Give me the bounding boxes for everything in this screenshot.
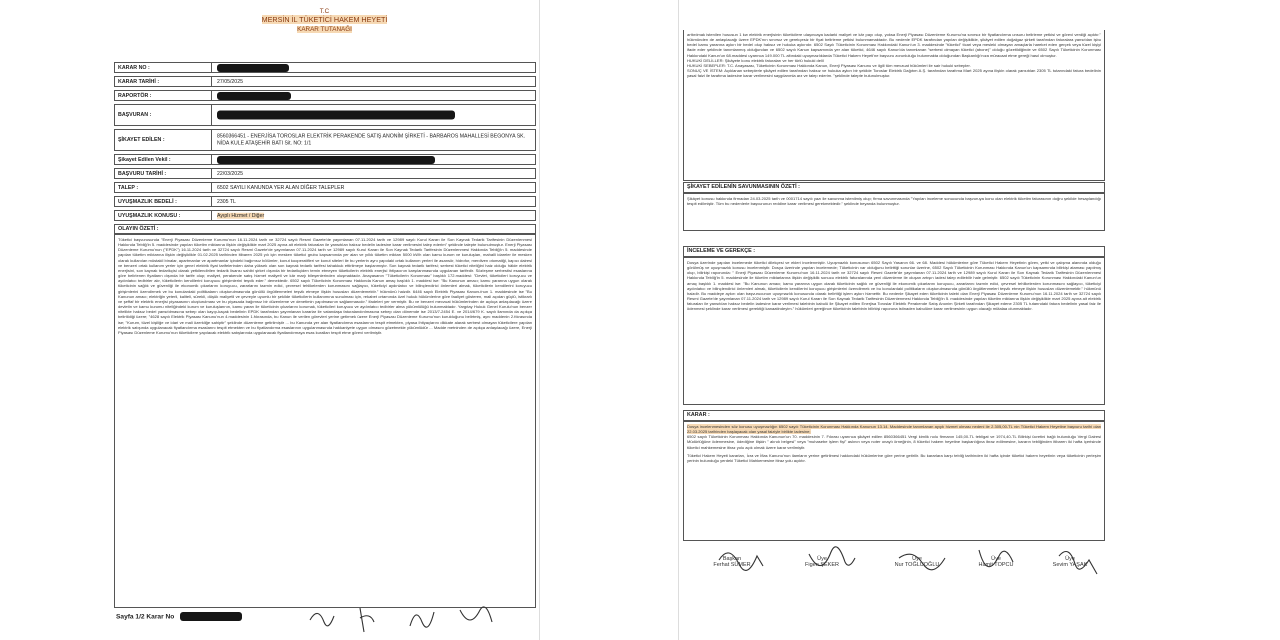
initials-scribbles [300, 600, 520, 636]
signature-uye-4: Üye Sevim YAŞAK [1052, 556, 1088, 568]
field-karar-tarihi: KARAR TARİHİ : 27/05/2025 [114, 76, 536, 87]
field-basvuran: BAŞVURAN : [114, 104, 536, 126]
header-title: MERSİN İL TÜKETİCİ HAKEM HEYETİ [261, 15, 388, 24]
document-page-1 [110, 0, 540, 640]
field-raportor: RAPORTÖR : [114, 90, 536, 101]
section-karar-text [683, 421, 1105, 541]
redaction-bar [180, 612, 242, 621]
signature-baskan: Başkan Ferhat SÜMER [713, 556, 751, 568]
signature-uye-1: Üye Figen ŞEKER [805, 556, 839, 568]
section-inceleme-title: İNCELEME VE GEREKÇE : [683, 246, 1105, 257]
header-subtitle: KARAR TUTANAĞI [297, 26, 352, 33]
handwritten-signatures [689, 540, 1108, 600]
field-karar-no: KARAR NO : [114, 62, 536, 73]
field-uyusmazlik-konusu: UYUŞMAZLIK KONUSU : Ayıplı Hizmet / Diğer [114, 210, 536, 221]
section-inceleme-text: Dosya üzerinde yapılan incelemede tüketici dilekçesi ve ekleri incelenmiştir. Uyuşmazlık konusunun 6502 Sayılı Yasanın 66. ve 68. Maddesi hükümlerine göre Tüketici Hakem Heyetinin görev, yetki ve çalışma alanında olduğu görülmüş ve uyuşmazlık konusu incelenmiştir. Dosya üzerinde yapılan incelemede; Tüketicinin var olduğunu belirttiği sorunlar üzerine, 6502 Sayılı Tüketicinin Korunması Hakkında Kanun'un kapsamında bilirkişi ataması yapılmış olup, bilirkişi raporunda: " Enerji Piyasası Düzenleme Kurumu'nun 16.11.2024 tarih ve 32724 sayılı Resmi Gazete'de yayımlanan 07.11.2024 tarih ve 12989 sayılı Kurul Kararı ile Son Kaynak Tedarik Tarifesinin Düzenlenmesi Hakkında Tebliğ'in 5. maddesinde ile tüketim miktarlarına ilişkin değişiklik sonucu elektrik faturalarında yeni düzenleme ile oluşan artışın iadesi talep edilebilir hale gelmiştir. 6502 sayılı Tüketicinin Korunması Hakkındaki Kanun'un amaç başlıklı 1. maddesi ise: "Bu Kanunun amacı; kamu yararına uygun olarak tüketicinin sağlık ve güvenliği ile ekonomik çıkarlarını koruyucu, zararlarını tazmin edici, çevresel tehlikelerden korunmasını sağlayıcı, tüketiciyi aydınlatıcı ve bilinçlendirici önlemleri almak, tüketicilerin kendilerini koruyucu girişimlerini özendirmek ve bu konulardaki politikaların oluşturulmasında gönüllü örgütlenmeleri teşvik etmeye ilişkin hususları düzenlemektir." hükmünü haizdir. Bu maddeye aykırı olan başvurucunun uyuşmazlık konusunda olarak belirttiği işlem aykırı hizmettir. Bu nedenle Şikayet eden tüketicinin talebi olan Enerji Piyasası Düzenleme Kurumu'nun 16.11.2024 tarih ve 32724 sayılı Resmi Gazete'de yayımlanan 07.11.2024 tarih ve 12989 sayılı Kurul Kararı ile Son Kaynak Tedarik Tarifesinin Düzenlenmesi Hakkında Tebliğ'in 5. maddesinde yapılan tüketim miktarına ilişkin değişiklikle mart 2025 ayına ait elektrik faturaları ile yansıtılan haksız bedelin iadesine karar verilmesi talebinin kabulü ile Şikayet edilen Enerjisa Toroslar Elektrik Perakende Satış Anonim Şirketi tarafından Şikayet edene 2305 TL tutarındaki fatura bedelinin yasal faiz ile ödenmesi şeklinde karar verilmesi gerektiği kanaatindeyim." hükümleri gereğince tüketicinin talebinin bilirkişi raporuna istinaden kabulüne karar verilmesinin uygun olacağı mütalaa olunmaktadır. [683, 257, 1105, 405]
page2-continued-text: arttırılmak istenilen hususun 1 kw elektrik enerjisinin tüketicilere ulaşıncaya kadarki maliyet ve kâr payı olup, yoksa Enerji Piyasası Düzenleme Kurumu'na sınırsız bir fiyatlandırma unsuru belirleme yetkisi ve görevi verdiği açıktır." hükmünden de anlaşılacağı üzere EPDK'nın sınırsız ve gerekçesiz bir fiyat belirleme yetkisi bulunmamaktadır. Bu nedenle EPDK tarafından yapılan değişiklikle, şikâyet edilen doğalgaz şirketi tarafından faturalara yansıtılan işbu bedel kamu yararına aykırı bir bedel olup haksız ve hukuka aykırıdır. 6502 Sayılı Tüketicinin Korunması Hakkındaki Kanun'un 3. maddesinde "tüketici" ticari veya mesleki olmayan amaçlarla hareket eden gerçek veya tüzel kişiyi ifade eder şeklinde tanımlanmış olduğundan ve 6502 sayılı Kanun kapsamında yer alan tüketici, 4646 sayılı Kanun'da tanımlanan "serbest olmayan tüketici (abone)" olduğu gözetildiğinde ve 6502 Sayılı Tüketicinin Korunması Hakkındaki Kanun'un 68.maddesi uyarınca 149.000 TL altındaki uyuşmazlıklarda Tüketici Hakem Heyeti'ne başvuru zorunluluğu bulunmakta olduğundan Başkanlığı'nıza müracaat etme gereği hasıl olmuştur. HUKUKİ DELİLLER: Şikâyete konu elektrik faturaları ve her türlü hukuki delil HUKUKİ SEBEPLER: T.C. Anayasası, Tüketicinin Korunması Hakkında Kanun, Enerji Piyasası Kanunu ve ilgili tüm mevzuat hükümleri ile sair hukuki sebepler. SONUÇ VE İSTEM: Açıklanan sebeplerle şikâyet edilen tarafından haksız ve hukuka aykırı bir şekilde Toroslar Elektrik Dağıtım A.Ş. tarafından tarafıma Mart 2025 ayına ilişkin olarak yansıtılan 2305 TL tutarındaki fatura bedelinin yasal faizi ile tarafıma iadesine karar verilmesini saygılarımla arz ve talep ederim. "şeklinde talepte bulunulmuştur. [683, 30, 1105, 181]
redaction-bar [217, 111, 455, 120]
field-sikayet-edilen: ŞİKAYET EDİLEN : 8560366451 - ENERJİSA TOROSLAR ELEKTRİK PERAKENDE SATIŞ ANONİM ŞİRKETİ - BARBAROS MAHALLESİ BEGONYA SK. NİDA KULE ATAŞEHİR BATI Sit. NO: 1/1 [114, 129, 536, 151]
section-savunma-text: Şikâyet konusu hakkında firmadan 24.03.2025 tarih ve 0001714 sayılı yazı ile savunma istenilmiş olup; firma savunmasında "Yapılan inceleme sonucunda başvuruya konu olan elektrik tüketim faturasının doğru şekilde hesaplandığı tespit edilmiştir. Tüm bu nedenlerle başvurunun reddine karar verilmesi gerekmektedir." şeklinde beyanda bulunmuştur. [683, 193, 1105, 231]
header-tc: T.C [319, 8, 330, 15]
field-basvuru-tarihi: BAŞVURU TARİHİ : 22/03/2025 [114, 168, 536, 179]
page-footer: Sayfa 1/2 Karar No [116, 612, 242, 621]
redaction-bar [217, 92, 291, 100]
signature-uye-2: Üye Nur TOĞLUOĞLU [894, 556, 940, 568]
karar-paragraph-2: 6502 sayılı Tüketicinin Korunması Hakkında Kanunun'un 70. maddesinin 7. Fıkrası uyarınca şikâyet edilen 8560366451 Vergi kimlik nolu firmanın 145,00-TL tebligat ve 1974,40-TL Bilirkişi ücretini bağlı bulunduğu Vergi Dairesi Müdürlüğüne ödenmesine, ödediğine ilişkin " alındı belgesi" veya "muhasebe işlem fişi" aslının veya noter onaylı örneğinin, 8 tüketici hakem heyetine başkanlığına ibraz edilmesine, kararın tebliğinden itibaren iki hafta içerisinde tüketici mahkemesine itiraz yolu açık olmak üzere karar verilmiştir. [687, 434, 1101, 450]
section-olay-ozeti-text: Tüketici başvurusunda "Enerji Piyasası Düzenleme Kurumu'nun 16.11.2024 tarih ve 32724 sayılı Resmi Gazete'de yayımlanan 07.11.2024 tarih ve 12989 sayılı Kurul Kararı ile Son Kaynak Tedarik Tarifesinin Düzenlenmesi Hakkında Tebliğ'in 5. maddesinde yapılan tüketim miktarına ilişkin değişiklikle mart 2025 ayına ait elektrik faturaları ile yansıtılan haksız bedelin iadesine karar verilmesini talep ederim" şeklinde talepte bulunulmuştur. Enerji Piyasası Düzenleme Kurumu'nun ("EPDK") 16.11.2024 tarih ve 32724 sayılı Resmi Gazete'de yayımlanan 07.11.2024 tarih ve 12989 sayılı Kurul Kararı ile Son Kaynak Tedarik Tarifesinin Düzenlenmesi Hakkında Tebliğ'in 5. maddesinde yapılan tüketim miktarına ilişkin değişiklikle 01.02.2025 tarihinden itibaren 2025 yılı için mesken tüketici grubu kapsamında yer alan ve yıllık tüketim miktarı 5000 kWh olan kamu kurum ve kuruluşları, mahalli idareler ile mesken olarak kullanılan müstakil binalar, apartmanlar ve apartmanlar içindeki bağımsız bölümler, konut kooperatifleri ve konut siteleri ile bu yerlerin aynı yapıdaki ortak kullanım yerleri ile asansör, hidrofor, merdiven otomatiği, kapıcı dairesi ve benzeri ortak kullanım yerler için genel elektrik fiyat tarifelerinden daha yüksek olan son kaynak tedarik tarifesi tahakkuk ettirilmeye başlanmıştır. Son kaynak tedarik tarifesi; serbest tüketici niteliğini haiz olduğu hâlde elektrik enerjisini, son kaynak tedarikçisi olarak yetkilendirilen tedarik lisansı sahibi şirket dışında bir tedarikçiden temin etmeyen tüketicilerin elektrik enerjisi ihtiyacının karşılanmasında uygulanan tarifedir. Sözleşme serbestisi esaslarına göre belirlenen fiyatların dışında bir tarife olup; maliyet, perakende satış hizmet maliyeti ve kâr marjı bileşenlerinden oluşmaktadır. Anayasanın "Tüketicilerin Korunması" başlıklı 172.maddesi: "Devlet, tüketicileri koruyucu ve aydınlatıcı tedbirler alır, tüketicilerin kendilerini koruyucu girişimlerini teşvik eder." demektedir. 6502 sayılı Tüketicinin Korunması Hakkında Kanun amaç başlıklı 1. maddesi ise: "Bu Kanunun amacı; kamu yararına uygun olarak tüketicinin sağlık ve güvenliği ile ekonomik çıkarlarını koruyucu, zararlarını tazmin edici, çevresel tehlikelerden korunmasını sağlayıcı, tüketiciyi aydınlatıcı ve bilinçlendirici önlemleri almak, tüketicilerin kendilerini koruyucu girişimlerini özendirmek ve bu konulardaki politikaların oluşturulmasında gönüllü örgütlenmeleri teşvik etmeye ilişkin hususları düzenlemektir." hükmünü haizdir. 6446 sayılı Elektrik Piyasası Kanunu'nun 1. maddesinde ise "Bu Kanunun amacı; elektriğin yeterli, kaliteli, sürekli, düşük maliyetli ve çevreyle uyumlu bir şekilde tüketicilerin kullanımına sunulması için, rekabet ortamında özel hukuk hükümlerine göre faaliyet gösteren, mali açıdan güçlü, istikrarlı ve şeffaf bir elektrik enerjisi piyasasının oluşturulması ve bu piyasada bağımsız bir düzenleme ve denetimin yapılmasının sağlanmasıdır." ifadeleri yer vermiştir. Bu ve benzeri mevzuat hükümlerinden de açıkça anlaşılacağı üzere devletin ve kamu kurumu niteliğindeki kurum ve kuruluşlarının, kamu yararı ile tüketicinin çıkarlarını korumak, tüketicileri koruyucu ve aydınlatıcı tedbirler alma yükümlülüğü bulunmaktadır. Yargıtay Hukuk Genel Kurulu'nun benzer nitelikte haksız bedel yansıtılmasına sebep olan kayıp-kaçak bedelinin EPDK tarafından yayımlanan kararlar ile vatandaşa faturalandırılmasına sebep olan dönemde ise 2013/7-2454 E. ve 2014/679 K. sayılı ilamında da açıkça belirtildiği üzere; "4628 sayılı Elektrik Piyasası Kanunu'nun 4.maddesinin 1.fıkrasında, bu Kanun ile verilen görevleri yerine getirmek üzere Enerji Piyasası Düzenleme Kurumu'nun kurulduğunu belirtmiş, aynı maddenin 2.fıkrasında ise; "Kurum, tüzel kişiliğe ve idari ve mali özerkliğe sahiptir" şeklinde düzenleme getirilmiştir ... bu Kanunda yer alan fiyatlandırma esaslarının tespit etmekten, piyasa ihtiyaçlarını dikkate alarak serbest olmayan tüketicilere yapılan elektrik satışında uygulanacak fiyatlandırma esaslarını tespit etmekten ve bu fiyatlandırma esaslarının uygulanmasında hakkaniyete uygun olmasını gözetmekle yükümlüdür ... Madde metninden de açıkça anlaşılacağı üzere, Enerji Piyasası Düzenleme Kurumu'nun tüketicilere yapılacak elektrik satışlarında uygulanacak fiyatlandırmaya esas kuralları tespit etme görevi verilmiştir. [114, 234, 536, 608]
section-karar-title: KARAR : [683, 410, 1105, 421]
field-sikayet-edilen-vekil: Şikayet Edilen Vekil : [114, 154, 536, 165]
section-olay-ozeti-title: OLAYIN ÖZETİ : [114, 224, 536, 234]
field-uyusmazlik-bedeli: UYUŞMAZLIK BEDELİ : 2305 TL [114, 196, 536, 207]
redaction-bar [217, 64, 289, 72]
section-savunma-title: ŞİKAYET EDİLENİN SAVUNMASININ ÖZETİ : [683, 182, 1105, 193]
signature-uye-3: Üye Hamit TOPCU [978, 556, 1014, 568]
redaction-bar [217, 156, 435, 164]
karar-paragraph-1: Dosya incelenmesinden söz konusu uyuşmazlığın 6502 sayılı Tüketicinin Korunması Hakkında Kanunun 13.14. Maddesinde tanımlanan ayıplı hizmet olması nedeni ile 2.305,00-TL nin Tüketici Hakem Heyetine başvuru tarihi olan 22.03.2025 tarihinden başlayacak olan yasal faiziyle birlikte iadesine; [687, 424, 1101, 435]
field-talep: TALEP : 6502 SAYILI KANUNDA YER ALAN DİĞER TALEPLER [114, 182, 536, 193]
karar-paragraph-3: Tüketici Hakem Heyeti kararları, İcra ve İflas Kanunu'nun ilamların yerine getirilmesi hakkındaki hükümlerine göre yerine getirilir. Bu kararlara karşı tebliğ tarihinden iki hafta içinde tüketici hakem heyetinin veya tüketicinin yerleşim yerinin bulunduğu yerdeki Tüketici Mahkemesine itiraz yolu açıktır. [687, 452, 1101, 463]
document-page-2 [678, 0, 1108, 640]
